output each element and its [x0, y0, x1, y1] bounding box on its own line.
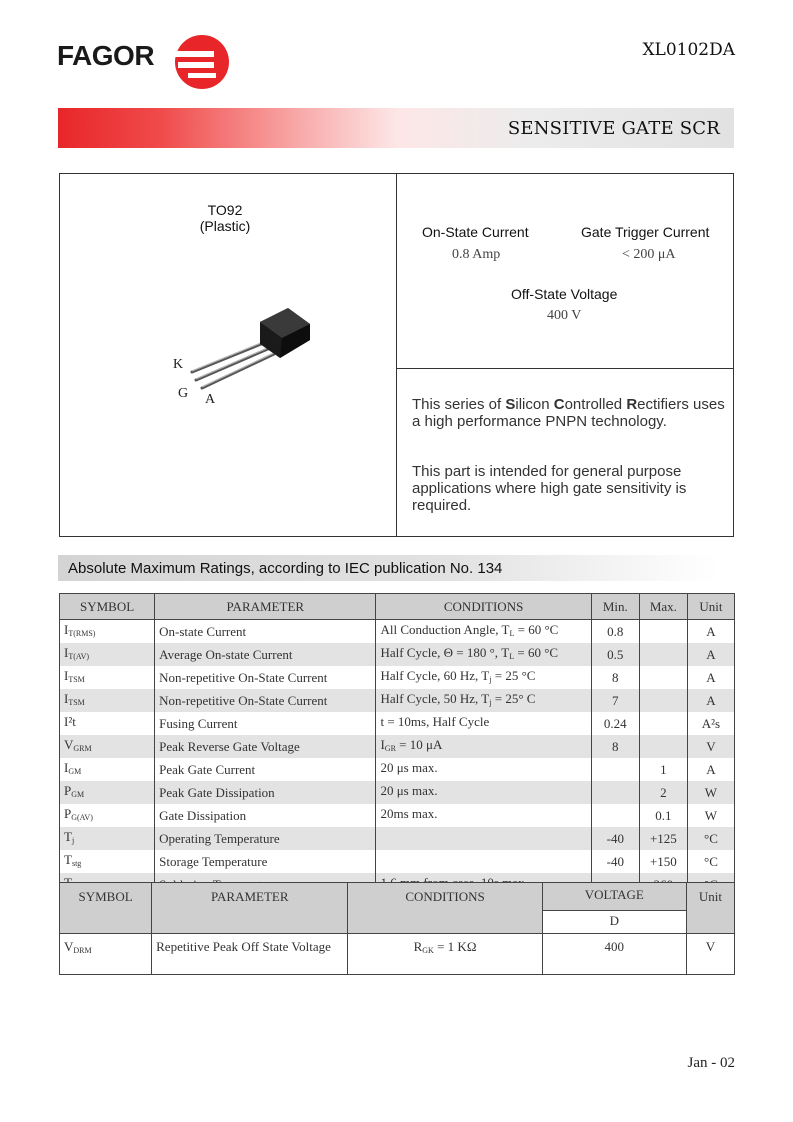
v-header-conditions: CONDITIONS: [348, 883, 542, 934]
v-header-unit: Unit: [686, 883, 734, 934]
table-row: [60, 781, 735, 804]
table-row: [60, 643, 735, 666]
table-row: [60, 804, 735, 827]
cell-symbol: $P_{G(AV)}$: [60, 804, 155, 827]
to92-transistor-icon: [170, 300, 320, 410]
cell-conditions: Half Cycle, 50 Hz, $T_j = 25^\circ$ C: [376, 689, 591, 712]
divider-vertical: [396, 173, 397, 537]
cell-symbol: $I_{TSM}$: [60, 689, 155, 712]
v-unit: V: [686, 934, 734, 975]
cell-max: +150: [639, 850, 687, 873]
cell-conditions: 20 μs max.: [376, 758, 591, 781]
cell-conditions: 20ms max.: [376, 804, 591, 827]
header-max: Max.: [639, 594, 687, 620]
cell-symbol: I²t: [60, 712, 155, 735]
cell-conditions: 20 μs max.: [376, 781, 591, 804]
cell-conditions: $I_{GR} = 10$ μA: [376, 735, 591, 758]
cell-parameter: Peak Gate Dissipation: [155, 781, 376, 804]
cell-parameter: Storage Temperature: [155, 850, 376, 873]
voltage-header-row: [60, 883, 735, 911]
v-value: 400: [542, 934, 686, 975]
cell-unit: A: [687, 620, 734, 644]
cell-symbol: $T_{stg}$: [60, 850, 155, 873]
cell-unit: A: [687, 643, 734, 666]
table-row: [60, 620, 735, 644]
voltage-table: [59, 882, 735, 975]
cell-conditions: Half Cycle, 60 Hz, $T_j = 25$ °C: [376, 666, 591, 689]
cell-max: [639, 666, 687, 689]
fagor-logo-mark-icon: [174, 34, 230, 90]
header-parameter: PARAMETER: [155, 594, 376, 620]
cell-symbol: $I_{TSM}$: [60, 666, 155, 689]
cell-symbol: $V_{GRM}$: [60, 735, 155, 758]
cell-min: 0.8: [591, 620, 639, 644]
v-header-symbol: SYMBOL: [60, 883, 152, 934]
table-row: [60, 850, 735, 873]
cell-min: 8: [591, 735, 639, 758]
gate-trigger-current-label: Gate Trigger Current: [581, 224, 710, 240]
header-min: Min.: [591, 594, 639, 620]
cell-parameter: Non-repetitive On-State Current: [155, 666, 376, 689]
cell-min: 0.5: [591, 643, 639, 666]
on-state-current-value: 0.8 Amp: [452, 247, 501, 262]
cell-parameter: Fusing Current: [155, 712, 376, 735]
logo-text: FAGOR: [57, 40, 155, 71]
cell-parameter: On-state Current: [155, 620, 376, 644]
section-header: [58, 555, 718, 581]
cell-conditions: All Conduction Angle, $T_L = 60$ °C: [376, 620, 591, 644]
description-paragraph-1: This series of Silicon Controlled Rectifiers uses a high performance PNPN technology.: [412, 396, 725, 430]
cell-max: [639, 712, 687, 735]
cell-min: [591, 804, 639, 827]
cell-parameter: Gate Dissipation: [155, 804, 376, 827]
off-state-voltage-label: Off-State Voltage: [511, 286, 618, 302]
v-conditions: $R_{GK} = 1$ KΩ: [348, 934, 542, 975]
cell-conditions: [376, 827, 591, 850]
cell-unit: W: [687, 804, 734, 827]
cell-symbol: $T_j$: [60, 827, 155, 850]
cell-parameter: Non-repetitive On-State Current: [155, 689, 376, 712]
divider-horizontal: [396, 368, 734, 369]
cell-symbol: $I_{T(RMS)}$: [60, 620, 155, 644]
fagor-logo: [57, 34, 237, 90]
banner-title: SENSITIVE GATE SCR: [507, 118, 720, 139]
v-header-parameter: PARAMETER: [152, 883, 348, 934]
cell-symbol: $P_{GM}$: [60, 781, 155, 804]
cell-max: 0.1: [639, 804, 687, 827]
on-state-current-label: On-State Current: [422, 224, 529, 240]
pin-a-label: A: [205, 392, 216, 407]
cell-unit: A²s: [687, 712, 734, 735]
cell-max: 2: [639, 781, 687, 804]
table-row: [60, 827, 735, 850]
header-symbol: SYMBOL: [60, 594, 155, 620]
v-header-voltage: VOLTAGE: [542, 883, 686, 911]
description-paragraph-2: This part is intended for general purpose applications where high gate sensitivity is required.: [412, 463, 687, 514]
cell-max: [639, 735, 687, 758]
v-parameter: Repetitive Peak Off State Voltage: [152, 934, 348, 975]
cell-max: [639, 689, 687, 712]
cell-min: [591, 758, 639, 781]
cell-parameter: Operating Temperature: [155, 827, 376, 850]
v-symbol: $V_{DRM}$: [60, 934, 152, 975]
cell-conditions: Half Cycle, Θ = 180 °, $T_L = 60$ °C: [376, 643, 591, 666]
cell-unit: A: [687, 689, 734, 712]
cell-unit: °C: [687, 827, 734, 850]
part-number: XL0102DA: [642, 40, 735, 60]
gate-trigger-current-value: < 200 μA: [622, 247, 676, 262]
cell-unit: A: [687, 758, 734, 781]
pin-k-label: K: [173, 357, 184, 372]
table-row: [60, 758, 735, 781]
cell-parameter: Average On-state Current: [155, 643, 376, 666]
table-row: [60, 666, 735, 689]
cell-min: -40: [591, 850, 639, 873]
section-title: Absolute Maximum Ratings, according to IEC publication No. 134: [68, 560, 503, 577]
cell-min: 7: [591, 689, 639, 712]
off-state-voltage-value: 400 V: [547, 308, 582, 323]
cell-max: [639, 643, 687, 666]
cell-unit: W: [687, 781, 734, 804]
cell-min: 8: [591, 666, 639, 689]
cell-max: +125: [639, 827, 687, 850]
footer-date: Jan - 02: [687, 1055, 735, 1071]
table-header-row: [60, 594, 735, 620]
cell-max: [639, 620, 687, 644]
cell-parameter: Peak Gate Current: [155, 758, 376, 781]
cell-min: [591, 781, 639, 804]
cell-parameter: Peak Reverse Gate Voltage: [155, 735, 376, 758]
cell-min: 0.24: [591, 712, 639, 735]
package-material: (Plastic): [199, 218, 251, 234]
table-row: [60, 712, 735, 735]
cell-conditions: [376, 850, 591, 873]
voltage-row: [60, 934, 735, 975]
package-type: TO92: [207, 202, 243, 218]
header-conditions: CONDITIONS: [376, 594, 591, 620]
cell-min: -40: [591, 827, 639, 850]
cell-unit: A: [687, 666, 734, 689]
table-row: [60, 689, 735, 712]
cell-symbol: $I_{T(AV)}$: [60, 643, 155, 666]
cell-max: 1: [639, 758, 687, 781]
cell-symbol: $I_{GM}$: [60, 758, 155, 781]
v-header-d: D: [542, 910, 686, 933]
cell-conditions: t = 10ms, Half Cycle: [376, 712, 591, 735]
header-unit: Unit: [687, 594, 734, 620]
cell-unit: V: [687, 735, 734, 758]
table-row: [60, 735, 735, 758]
package-label: [150, 202, 300, 234]
cell-unit: °C: [687, 850, 734, 873]
pin-g-label: G: [178, 386, 189, 401]
absolute-ratings-table: [59, 593, 735, 897]
title-banner: [58, 108, 734, 148]
